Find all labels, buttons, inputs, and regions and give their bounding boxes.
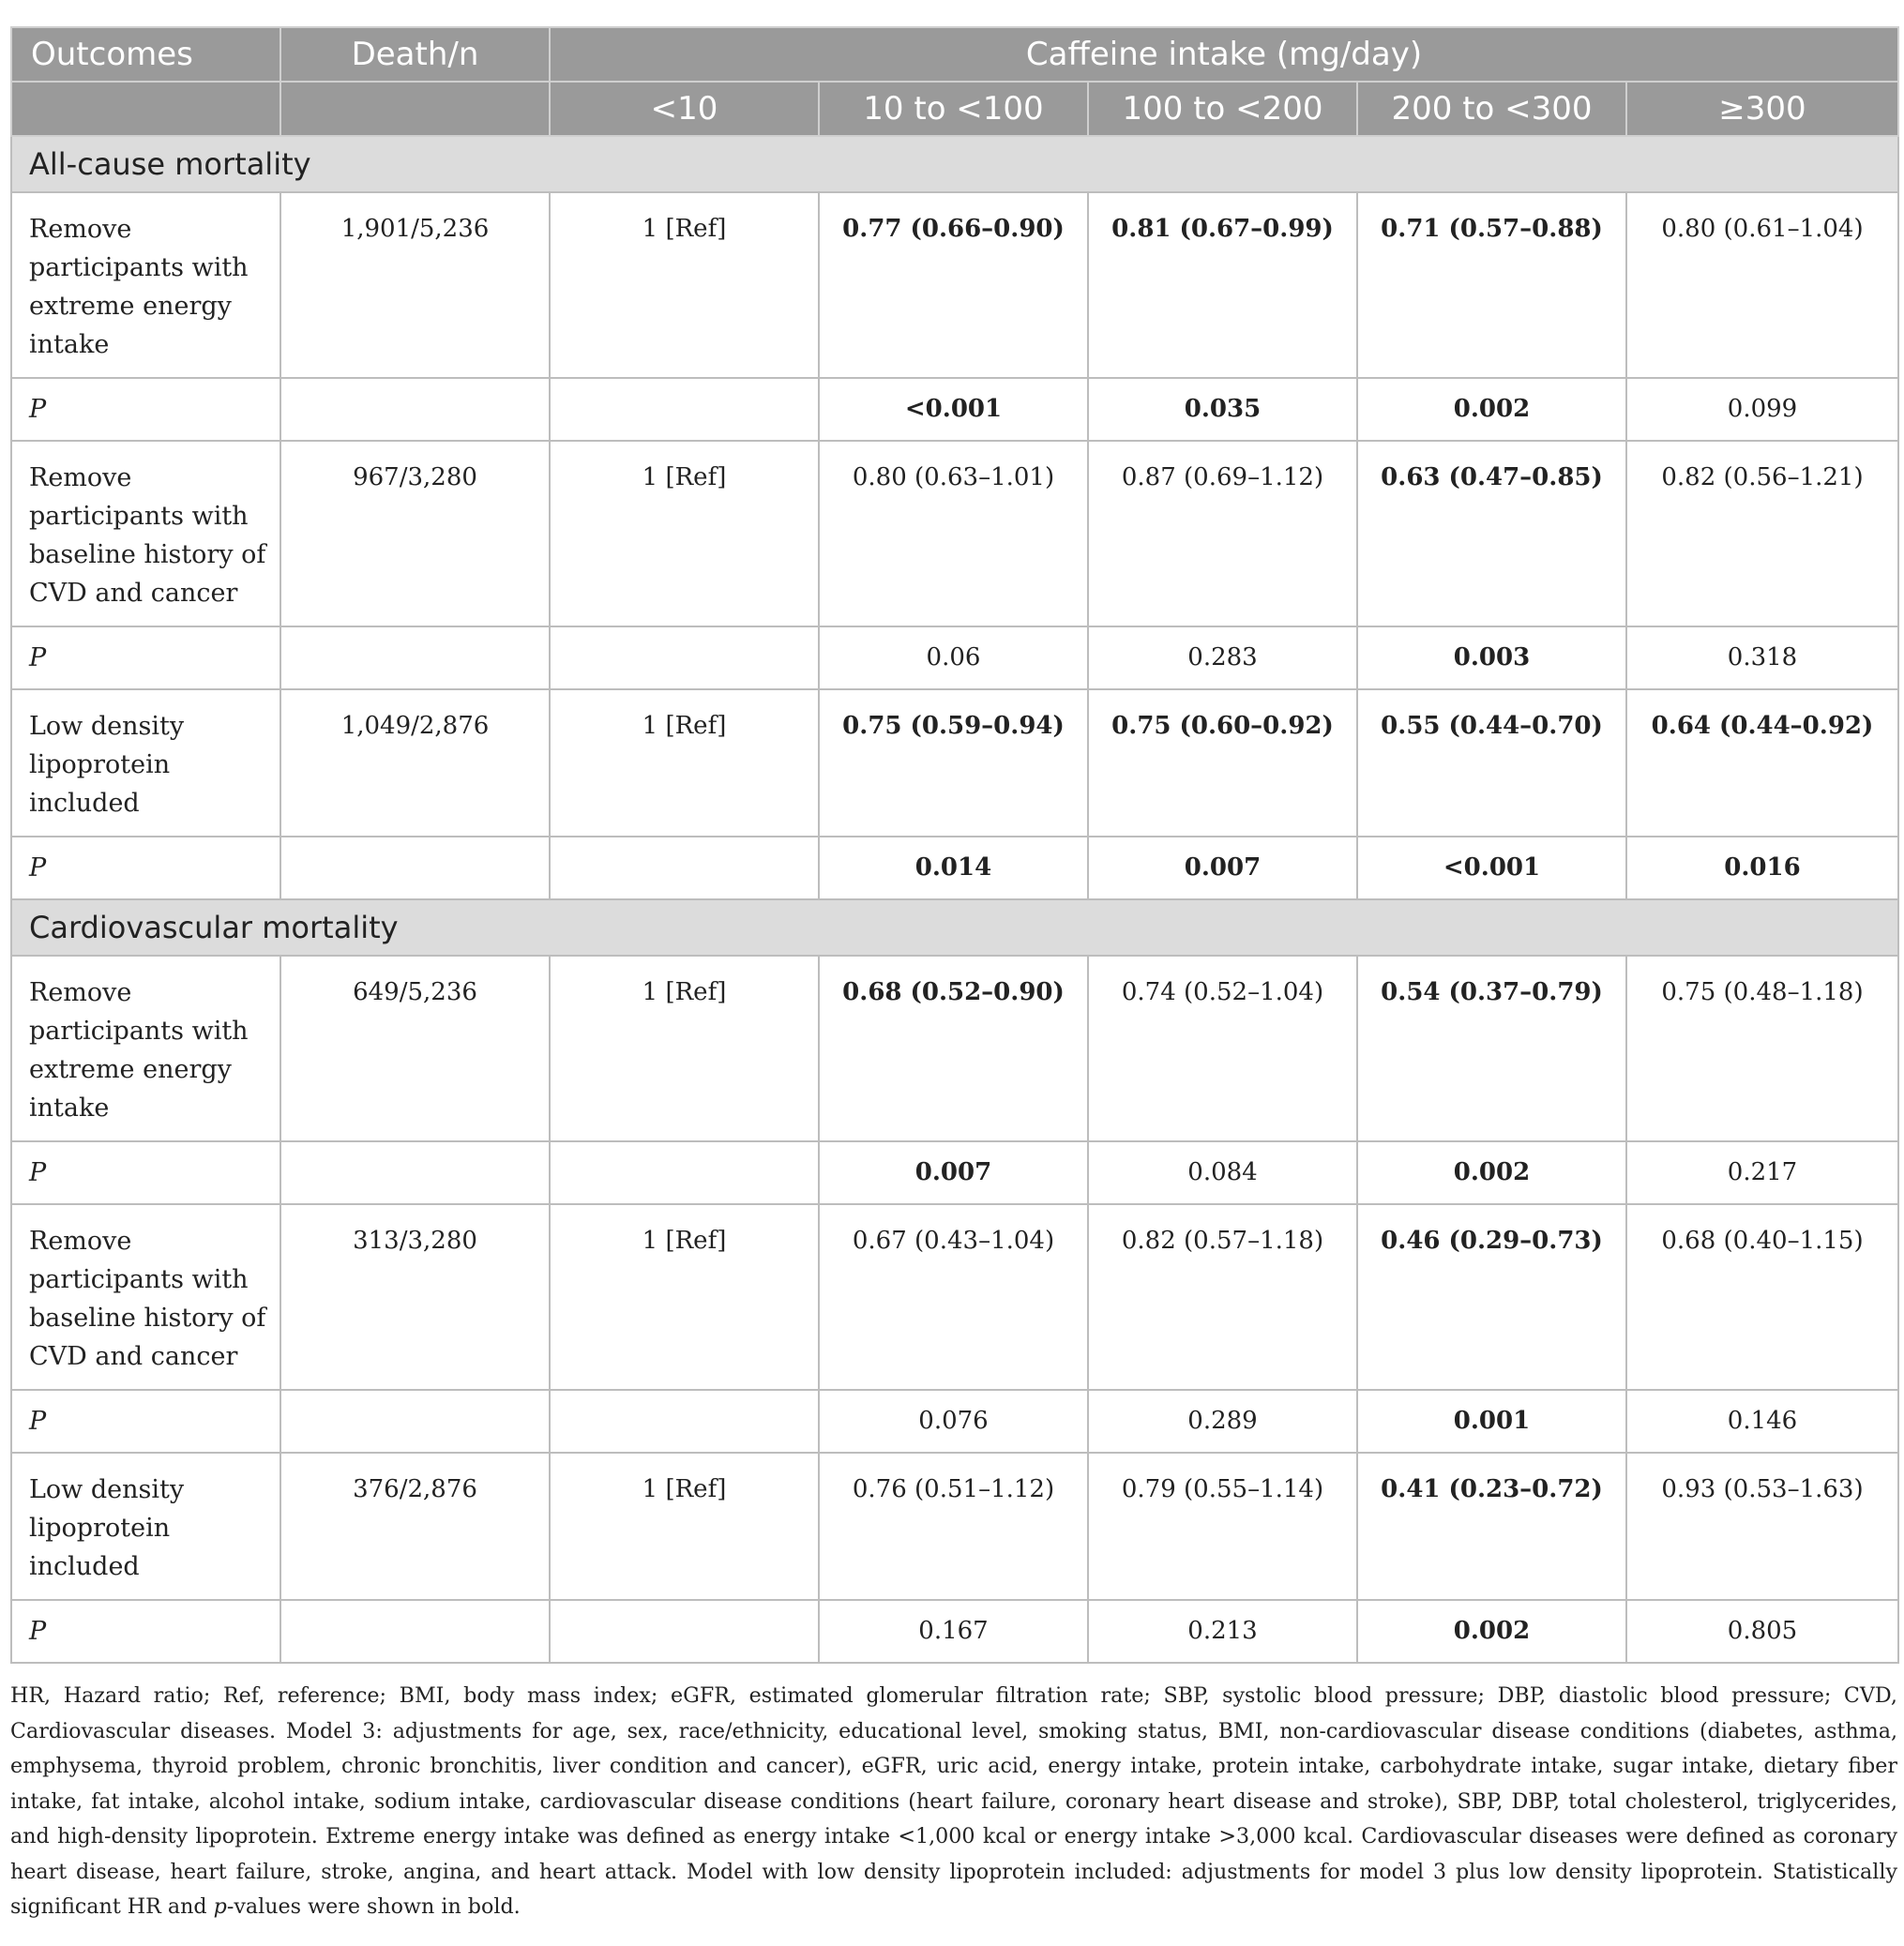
header-outcomes: Outcomes	[11, 27, 280, 82]
hr-value: 0.75 (0.59–0.94)	[819, 689, 1088, 837]
hr-value: 0.82 (0.56–1.21)	[1626, 441, 1898, 626]
table-row	[11, 1453, 1898, 1600]
p-value: 0.076	[819, 1390, 1088, 1453]
empty-cell	[550, 378, 819, 441]
hr-value: 0.46 (0.29–0.73)	[1357, 1204, 1626, 1390]
hr-value: 0.77 (0.66–0.90)	[819, 192, 1088, 378]
p-value: 0.217	[1626, 1141, 1898, 1204]
hr-value: 0.75 (0.60–0.92)	[1088, 689, 1357, 837]
header-category: 10 to <100	[819, 82, 1088, 136]
header-category: 100 to <200	[1088, 82, 1357, 136]
p-value: 0.283	[1088, 626, 1357, 689]
table-footnote	[10, 1679, 1897, 1925]
death-n: 967/3,280	[280, 441, 550, 626]
row-label: Remove participants with baseline history of CVD and cancer	[11, 1204, 280, 1390]
p-value: <0.001	[819, 378, 1088, 441]
p-value: 0.805	[1626, 1600, 1898, 1663]
section-title: Cardiovascular mortality	[11, 899, 1898, 956]
empty-cell	[550, 626, 819, 689]
hr-value: 0.81 (0.67–0.99)	[1088, 192, 1357, 378]
ref-value: 1 [Ref]	[550, 1204, 819, 1390]
results-table	[10, 26, 1899, 1664]
table-row	[11, 441, 1898, 626]
hr-value: 0.82 (0.57–1.18)	[1088, 1204, 1357, 1390]
hr-value: 0.79 (0.55–1.14)	[1088, 1453, 1357, 1600]
header-blank	[280, 82, 550, 136]
p-value: 0.099	[1626, 378, 1898, 441]
p-row	[11, 1390, 1898, 1453]
p-value: 0.007	[1088, 837, 1357, 899]
hr-value: 0.71 (0.57–0.88)	[1357, 192, 1626, 378]
hr-value: 0.55 (0.44–0.70)	[1357, 689, 1626, 837]
empty-cell	[280, 626, 550, 689]
p-value: <0.001	[1357, 837, 1626, 899]
death-n: 1,901/5,236	[280, 192, 550, 378]
empty-cell	[550, 1141, 819, 1204]
hr-value: 0.74 (0.52–1.04)	[1088, 956, 1357, 1141]
header-caffeine-intake: Caffeine intake (mg/day)	[550, 27, 1898, 82]
p-label: P	[11, 1390, 280, 1453]
ref-value: 1 [Ref]	[550, 192, 819, 378]
p-label: P	[11, 1141, 280, 1204]
hr-value: 0.68 (0.52–0.90)	[819, 956, 1088, 1141]
p-value: 0.002	[1357, 378, 1626, 441]
row-label: Low density lipoprotein included	[11, 689, 280, 837]
hr-value: 0.41 (0.23–0.72)	[1357, 1453, 1626, 1600]
header-category: 200 to <300	[1357, 82, 1626, 136]
row-label: Remove participants with extreme energy intake	[11, 192, 280, 378]
footnote-italic: p	[213, 1894, 227, 1919]
p-value: 0.146	[1626, 1390, 1898, 1453]
p-label: P	[11, 837, 280, 899]
death-n: 376/2,876	[280, 1453, 550, 1600]
header-category: ≥300	[1626, 82, 1898, 136]
row-label: Low density lipoprotein included	[11, 1453, 280, 1600]
table-body	[11, 136, 1898, 1663]
hr-value: 0.87 (0.69–1.12)	[1088, 441, 1357, 626]
ref-value: 1 [Ref]	[550, 1453, 819, 1600]
hr-value: 0.68 (0.40–1.15)	[1626, 1204, 1898, 1390]
hr-value: 0.80 (0.61–1.04)	[1626, 192, 1898, 378]
header-blank	[11, 82, 280, 136]
death-n: 1,049/2,876	[280, 689, 550, 837]
hr-value: 0.54 (0.37–0.79)	[1357, 956, 1626, 1141]
hr-value: 0.64 (0.44–0.92)	[1626, 689, 1898, 837]
death-n: 313/3,280	[280, 1204, 550, 1390]
p-value: 0.014	[819, 837, 1088, 899]
ref-value: 1 [Ref]	[550, 956, 819, 1141]
empty-cell	[280, 378, 550, 441]
section-title: All-cause mortality	[11, 136, 1898, 192]
table-row	[11, 192, 1898, 378]
death-n: 649/5,236	[280, 956, 550, 1141]
hr-value: 0.75 (0.48–1.18)	[1626, 956, 1898, 1141]
p-row	[11, 378, 1898, 441]
hr-value: 0.93 (0.53–1.63)	[1626, 1453, 1898, 1600]
hr-value: 0.67 (0.43–1.04)	[819, 1204, 1088, 1390]
header-category: <10	[550, 82, 819, 136]
table-row	[11, 689, 1898, 837]
p-value: 0.001	[1357, 1390, 1626, 1453]
hr-value: 0.63 (0.47–0.85)	[1357, 441, 1626, 626]
footnote-text-end: -values were shown in bold.	[226, 1894, 521, 1919]
table-row	[11, 1204, 1898, 1390]
empty-cell	[280, 1141, 550, 1204]
empty-cell	[280, 1600, 550, 1663]
p-label: P	[11, 1600, 280, 1663]
p-value: 0.213	[1088, 1600, 1357, 1663]
hr-value: 0.80 (0.63–1.01)	[819, 441, 1088, 626]
header-deaths: Death/n	[280, 27, 550, 82]
document-page	[10, 26, 1897, 1946]
p-row	[11, 837, 1898, 899]
table-header	[11, 27, 1898, 136]
empty-cell	[280, 1390, 550, 1453]
ref-value: 1 [Ref]	[550, 689, 819, 837]
p-row	[11, 1600, 1898, 1663]
empty-cell	[550, 837, 819, 899]
ref-value: 1 [Ref]	[550, 441, 819, 626]
footnote-text: HR, Hazard ratio; Ref, reference; BMI, body mass index; eGFR, estimated glomerular filtration rate; SBP, systolic blood pressure; DBP, diastolic blood pressure; CVD, Cardiovascular diseases. Model 3: adjustments for age, sex, race/ethnicity, educational level, smoking status, BMI, non-cardiovascular disease conditions (diabetes, asthma, emphysema, thyroid problem, chronic bronchitis, liver condition and cancer), eGFR, uric acid, energy intake, protein intake, carbohydrate intake, sugar intake, dietary fiber intake, fat intake, alcohol intake, sodium intake, cardiovascular disease conditions (heart failure, coronary heart disease and stroke), SBP, DBP, total cholesterol, triglycerides, and high-density lipoprotein. Extreme energy intake was defined as energy intake <1,000 kcal or energy intake >3,000 kcal. Cardiovascular diseases were defined as coronary heart disease, heart failure, stroke, angina, and heart attack. Model with low density lipoprotein included: adjustments for model 3 plus low density lipoprotein. Statistically significant HR and	[10, 1683, 1897, 1919]
table-row	[11, 956, 1898, 1141]
p-value: 0.007	[819, 1141, 1088, 1204]
p-row	[11, 626, 1898, 689]
p-value: 0.084	[1088, 1141, 1357, 1204]
hr-value: 0.76 (0.51–1.12)	[819, 1453, 1088, 1600]
p-value: 0.06	[819, 626, 1088, 689]
p-value: 0.002	[1357, 1141, 1626, 1204]
p-value: 0.289	[1088, 1390, 1357, 1453]
empty-cell	[550, 1600, 819, 1663]
p-value: 0.002	[1357, 1600, 1626, 1663]
p-label: P	[11, 378, 280, 441]
p-value: 0.003	[1357, 626, 1626, 689]
p-value: 0.318	[1626, 626, 1898, 689]
row-label: Remove participants with baseline history of CVD and cancer	[11, 441, 280, 626]
p-row	[11, 1141, 1898, 1204]
p-label: P	[11, 626, 280, 689]
empty-cell	[550, 1390, 819, 1453]
empty-cell	[280, 837, 550, 899]
row-label: Remove participants with extreme energy intake	[11, 956, 280, 1141]
p-value: 0.167	[819, 1600, 1088, 1663]
p-value: 0.016	[1626, 837, 1898, 899]
p-value: 0.035	[1088, 378, 1357, 441]
